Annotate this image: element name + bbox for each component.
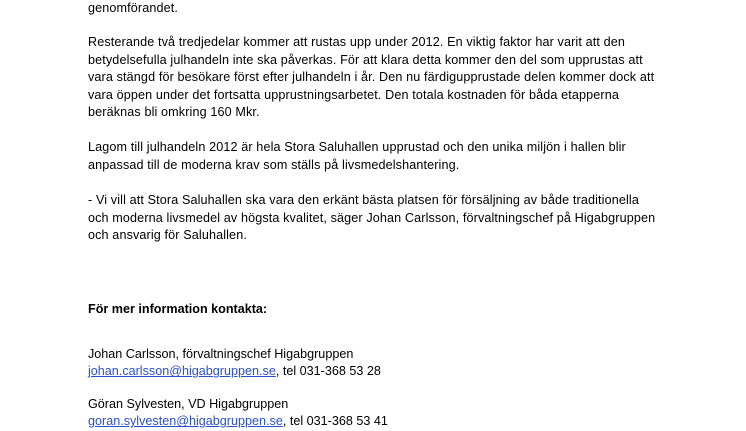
contact-name-line: Johan Carlsson, förvaltningschef Higabgruppen bbox=[88, 347, 354, 362]
contact-heading: För mer information kontakta: bbox=[88, 302, 268, 317]
contact-person-2 bbox=[88, 396, 658, 431]
email-link[interactable]: johan.carlsson@higabgruppen.se bbox=[88, 364, 276, 379]
email-link[interactable]: goran.sylvesten@higabgruppen.se bbox=[88, 414, 283, 429]
spacer bbox=[88, 244, 658, 288]
contact-person-1 bbox=[88, 346, 658, 381]
paragraph-completion-2012: Lagom till julhandeln 2012 är hela Stora Saluhallen upprustad och den unika miljön i hallen blir anpassad till de moderna krav som ställs på livsmedelshantering. bbox=[88, 140, 626, 172]
paragraph-renovation-schedule: Resterande två tredjedelar kommer att rustas upp under 2012. En viktig faktor har varit att den betydelsefulla julhandeln inte ska påverkas. För att klara detta kommer den del som upprustas att vara stängd för besökare först efter julhandeln i år. Den nu färdigupprustade delen kommer dock att vara öppen under det fortsatta upprustningsarbetet. Den totala kostnaden för båda etapperna beräknas bli omkring 160 Mkr. bbox=[88, 35, 655, 120]
spacer bbox=[88, 17, 658, 34]
contact-name-line: Göran Sylvesten, VD Higabgruppen bbox=[88, 396, 289, 411]
document-body bbox=[88, 0, 658, 431]
contact-email-line bbox=[88, 413, 658, 430]
spacer bbox=[88, 174, 658, 192]
paragraph-continuation: genomförandet. bbox=[88, 1, 178, 15]
contact-email-line bbox=[88, 363, 658, 380]
contact-phone: , tel 031-368 53 28 bbox=[275, 364, 381, 379]
spacer bbox=[88, 381, 658, 396]
spacer bbox=[88, 331, 658, 346]
spacer bbox=[88, 121, 658, 139]
paragraph-quote: - Vi vill att Stora Saluhallen ska vara den erkänt bästa platsen för försäljning av både traditionella och moderna livsmedel av högsta kvalitet, säger Johan Carlsson, förvaltningschef på Higabgruppen och ansvarig för Saluhallen. bbox=[88, 193, 656, 243]
contact-phone: , tel 031-368 53 41 bbox=[282, 414, 388, 429]
